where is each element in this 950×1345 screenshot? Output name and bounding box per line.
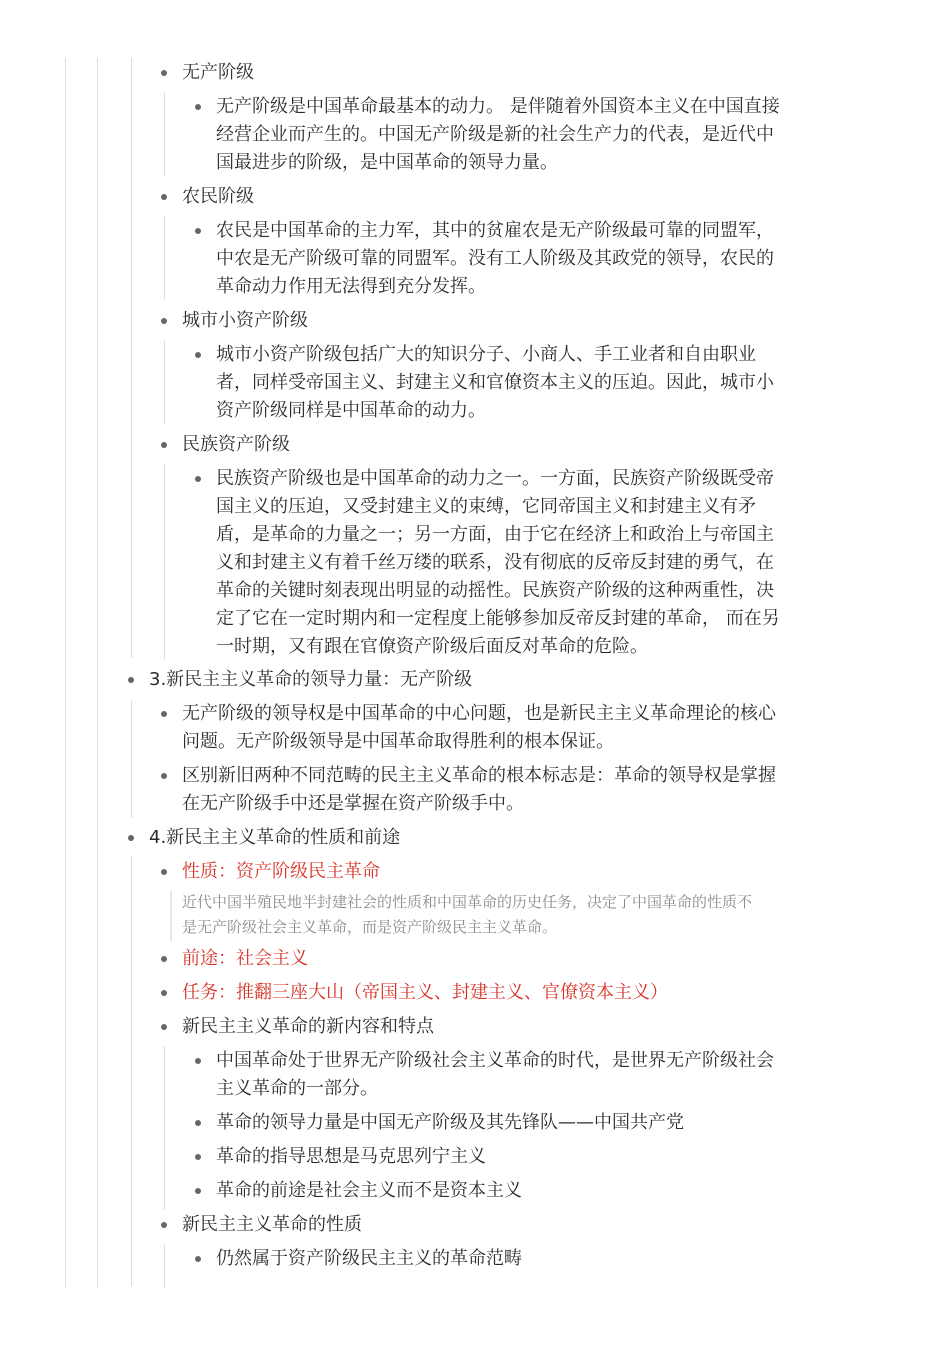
outline-guide-line bbox=[164, 1244, 165, 1288]
text-line: 中农是无产阶级可靠的同盟军。没有工人阶级及其政党的领导，农民的 bbox=[216, 248, 774, 269]
text-line: 农民是中国革命的主力军，其中的贫雇农是无产阶级最可靠的同盟军， bbox=[216, 220, 774, 241]
bullet-icon bbox=[128, 835, 134, 841]
text-line: 革命的关键时刻表现出明显的动摇性。民族资产阶级的这种两重性，决 bbox=[216, 580, 774, 601]
bullet-icon bbox=[195, 1120, 201, 1126]
heading-xingzhi2: 新民主主义革命的性质 bbox=[182, 1214, 362, 1235]
bullet-icon bbox=[195, 1256, 201, 1262]
outline-guide-line bbox=[164, 340, 165, 424]
bullet-icon bbox=[161, 194, 167, 200]
bullet-icon bbox=[161, 773, 167, 779]
bullet-icon bbox=[161, 956, 167, 962]
heading-minzu: 民族资产阶级 bbox=[182, 434, 290, 455]
bullet-icon bbox=[161, 70, 167, 76]
bullet-icon bbox=[195, 228, 201, 234]
bullet-icon bbox=[195, 352, 201, 358]
bullet-icon bbox=[195, 104, 201, 110]
heading-section3: 3.新民主主义革命的领导力量：无产阶级 bbox=[149, 669, 473, 690]
heading-nongmin: 农民阶级 bbox=[182, 186, 254, 207]
text-line: 义和封建主义有着千丝万缕的联系，没有彻底的反帝反封建的勇气，在 bbox=[216, 552, 774, 573]
bullet-icon bbox=[195, 1058, 201, 1064]
outline-guide-line bbox=[65, 58, 66, 1288]
heading-tedian: 新民主主义革命的新内容和特点 bbox=[182, 1016, 434, 1037]
note-line: 近代中国半殖民地半封建社会的性质和中国革命的历史任务，决定了中国革命的性质不 bbox=[182, 893, 753, 911]
text-line: 革命的领导力量是中国无产阶级及其先锋队——中国共产党 bbox=[216, 1112, 684, 1133]
heading-section4: 4.新民主主义革命的性质和前途 bbox=[149, 827, 401, 848]
bullet-icon bbox=[128, 677, 134, 683]
text-line: 无产阶级的领导权是中国革命的中心问题，也是新民主主义革命理论的核心 bbox=[182, 703, 776, 724]
bullet-icon bbox=[161, 318, 167, 324]
note-line: 是无产阶级社会主义革命，而是资产阶级民主主义革命。 bbox=[182, 918, 558, 936]
bullet-icon bbox=[161, 990, 167, 996]
outline-guide-line bbox=[164, 92, 165, 176]
bullet-icon bbox=[161, 442, 167, 448]
emphasis-xingzhi: 性质：资产阶级民主革命 bbox=[182, 861, 380, 882]
bullet-icon bbox=[195, 1188, 201, 1194]
bullet-icon bbox=[161, 1024, 167, 1030]
heading-wuchan: 无产阶级 bbox=[182, 62, 254, 83]
text-line: 革命动力作用无法得到充分发挥。 bbox=[216, 276, 486, 297]
text-line: 盾，是革命的力量之一；另一方面，由于它在经济上和政治上与帝国主 bbox=[216, 524, 774, 545]
bullet-icon bbox=[195, 476, 201, 482]
text-line: 问题。无产阶级领导是中国革命取得胜利的根本保证。 bbox=[182, 731, 614, 752]
bullet-icon bbox=[161, 869, 167, 875]
text-line: 主义革命的一部分。 bbox=[216, 1078, 378, 1099]
text-line: 资产阶级同样是中国革命的动力。 bbox=[216, 400, 486, 421]
text-line: 中国革命处于世界无产阶级社会主义革命的时代，是世界无产阶级社会 bbox=[216, 1050, 774, 1071]
note-bar bbox=[170, 891, 172, 941]
outline-guide-line bbox=[164, 464, 165, 660]
text-line: 仍然属于资产阶级民主主义的革命范畴 bbox=[216, 1248, 522, 1269]
text-line: 定了它在一定时期内和一定程度上能够参加反帝反封建的革命， 而在另 bbox=[216, 608, 780, 629]
text-line: 城市小资产阶级包括广大的知识分子、小商人、手工业者和自由职业 bbox=[216, 344, 756, 365]
text-line: 无产阶级是中国革命最基本的动力。 是伴随着外国资本主义在中国直接 bbox=[216, 96, 780, 117]
text-line: 在无产阶级手中还是掌握在资产阶级手中。 bbox=[182, 793, 524, 814]
bullet-icon bbox=[161, 711, 167, 717]
bullet-icon bbox=[161, 1222, 167, 1228]
outline-guide-line bbox=[164, 1046, 165, 1210]
text-line: 革命的指导思想是马克思列宁主义 bbox=[216, 1146, 486, 1167]
outline-guide-line bbox=[164, 216, 165, 300]
text-line: 民族资产阶级也是中国革命的动力之一。一方面，民族资产阶级既受帝 bbox=[216, 468, 774, 489]
text-line: 国主义的压迫，又受封建主义的束缚，它同帝国主义和封建主义有矛 bbox=[216, 496, 756, 517]
text-line: 国最进步的阶级，是中国革命的领导力量。 bbox=[216, 152, 558, 173]
emphasis-renwu: 任务：推翻三座大山（帝国主义、封建主义、官僚资本主义） bbox=[182, 982, 668, 1003]
outline-guide-line bbox=[131, 58, 132, 658]
emphasis-qiantu: 前途：社会主义 bbox=[182, 948, 308, 969]
heading-xiaozichan: 城市小资产阶级 bbox=[182, 310, 308, 331]
bullet-icon bbox=[195, 1154, 201, 1160]
text-line: 革命的前途是社会主义而不是资本主义 bbox=[216, 1180, 522, 1201]
outline-guide-line bbox=[131, 700, 132, 818]
text-line: 经营企业而产生的。中国无产阶级是新的社会生产力的代表，是近代中 bbox=[216, 124, 774, 145]
text-line: 区别新旧两种不同范畴的民主主义革命的根本标志是：革命的领导权是掌握 bbox=[182, 765, 776, 786]
outline-guide-line bbox=[131, 856, 132, 1286]
outline-guide-line bbox=[97, 58, 98, 1288]
text-line: 一时期，又有跟在官僚资产阶级后面反对革命的危险。 bbox=[216, 636, 648, 657]
text-line: 者，同样受帝国主义、封建主义和官僚资本主义的压迫。因此，城市小 bbox=[216, 372, 774, 393]
